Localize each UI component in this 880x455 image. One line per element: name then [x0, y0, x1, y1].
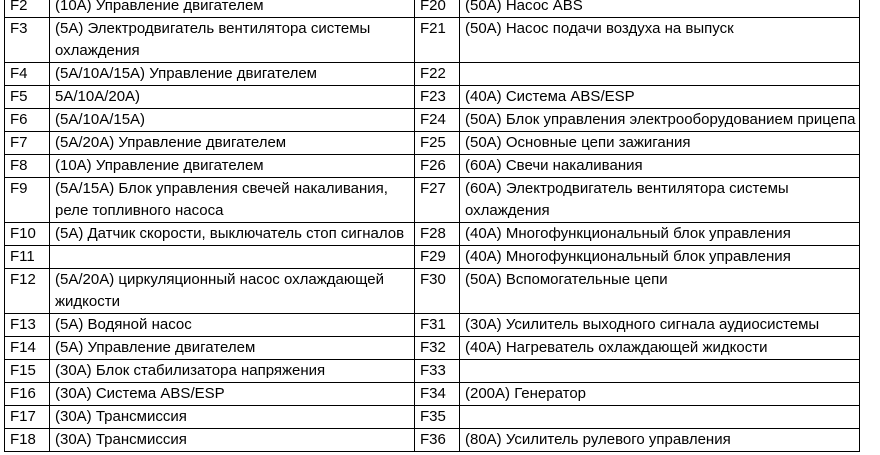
fuse-description-cell: (30A) Трансмиссия [50, 429, 415, 452]
fuse-description-cell: (5A/20A) циркуляционный насос охлаждающей жидкости [50, 269, 415, 314]
fuse-id-cell: F23 [415, 86, 460, 109]
fuse-description-cell: (5A) Водяной насос [50, 314, 415, 337]
table-row [5, 269, 860, 314]
fuse-id-cell: F18 [5, 429, 50, 452]
fuse-id-cell: F4 [5, 63, 50, 86]
fuse-id-cell: F31 [415, 314, 460, 337]
fuse-description-cell [460, 360, 860, 383]
fuse-id-cell: F29 [415, 246, 460, 269]
fuse-description-cell: (5A) Управление двигателем [50, 337, 415, 360]
fuse-id-cell: F7 [5, 132, 50, 155]
fuse-id-cell: F34 [415, 383, 460, 406]
fuse-description-cell: (5A) Датчик скорости, выключатель стоп сигналов [50, 223, 415, 246]
fuse-description-cell: (10A) Управление двигателем [50, 0, 415, 18]
fuse-description-cell: (50A) Насос подачи воздуха на выпуск [460, 18, 860, 63]
fuse-id-cell: F35 [415, 406, 460, 429]
fuse-description-cell: (50A) Блок управления электрооборудованием прицепа [460, 109, 860, 132]
fuse-description-cell: (40A) Нагреватель охлаждающей жидкости [460, 337, 860, 360]
fuse-id-cell: F20 [415, 0, 460, 18]
fuse-description-cell: (50A) Основные цепи зажигания [460, 132, 860, 155]
fuse-description-cell: (5A/15A) Блок управления свечей накаливания, реле топливного насоса [50, 178, 415, 223]
fuse-description-cell [460, 406, 860, 429]
fuse-description-cell: 5A/10A/20A) [50, 86, 415, 109]
fuse-description-cell: (40A) Многофункциональный блок управления [460, 246, 860, 269]
fuse-id-cell: F16 [5, 383, 50, 406]
table-row [5, 0, 860, 18]
table-row [5, 383, 860, 406]
fuse-id-cell: F9 [5, 178, 50, 223]
fuse-description-cell: (40A) Многофункциональный блок управления [460, 223, 860, 246]
fuse-description-cell: (80A) Усилитель рулевого управления [460, 429, 860, 452]
fuse-description-cell: (30A) Усилитель выходного сигнала аудиосистемы [460, 314, 860, 337]
fuse-description-cell [460, 63, 860, 86]
fuse-description-cell: (30A) Трансмиссия [50, 406, 415, 429]
table-row [5, 314, 860, 337]
fuse-id-cell: F32 [415, 337, 460, 360]
fuse-id-cell: F15 [5, 360, 50, 383]
fuse-id-cell: F5 [5, 86, 50, 109]
fuse-description-cell: (5A/10A/15A) Управление двигателем [50, 63, 415, 86]
fuse-table [4, 0, 860, 452]
table-row [5, 132, 860, 155]
fuse-id-cell: F10 [5, 223, 50, 246]
fuse-id-cell: F17 [5, 406, 50, 429]
fuse-id-cell: F36 [415, 429, 460, 452]
fuse-description-cell: (30A) Блок стабилизатора напряжения [50, 360, 415, 383]
fuse-id-cell: F22 [415, 63, 460, 86]
fuse-description-cell: (60A) Электродвигатель вентилятора системы охлаждения [460, 178, 860, 223]
fuse-description-cell [50, 246, 415, 269]
fuse-description-cell: (5A) Электродвигатель вентилятора системы охлаждения [50, 18, 415, 63]
fuse-description-cell: (40A) Система ABS/ESP [460, 86, 860, 109]
table-row [5, 18, 860, 63]
table-row [5, 360, 860, 383]
fuse-id-cell: F14 [5, 337, 50, 360]
table-row [5, 223, 860, 246]
fuse-id-cell: F25 [415, 132, 460, 155]
fuse-description-cell: (5A/10A/15A) [50, 109, 415, 132]
table-row [5, 155, 860, 178]
fuse-description-cell: (50A) Насос ABS [460, 0, 860, 18]
fuse-id-cell: F28 [415, 223, 460, 246]
fuse-id-cell: F27 [415, 178, 460, 223]
fuse-description-cell: (60A) Свечи накаливания [460, 155, 860, 178]
fuse-description-cell: (10A) Управление двигателем [50, 155, 415, 178]
fuse-id-cell: F24 [415, 109, 460, 132]
fuse-id-cell: F26 [415, 155, 460, 178]
fuse-id-cell: F13 [5, 314, 50, 337]
table-row [5, 63, 860, 86]
fuse-id-cell: F3 [5, 18, 50, 63]
fuse-description-cell: (50A) Вспомогательные цепи [460, 269, 860, 314]
fuse-id-cell: F12 [5, 269, 50, 314]
fuse-id-cell: F33 [415, 360, 460, 383]
fuse-description-cell: (5A/20A) Управление двигателем [50, 132, 415, 155]
table-row [5, 246, 860, 269]
fuse-description-cell: (30A) Система ABS/ESP [50, 383, 415, 406]
table-row [5, 406, 860, 429]
fuse-id-cell: F2 [5, 0, 50, 18]
fuse-id-cell: F8 [5, 155, 50, 178]
table-row [5, 178, 860, 223]
fuse-id-cell: F30 [415, 269, 460, 314]
fuse-id-cell: F11 [5, 246, 50, 269]
table-row [5, 337, 860, 360]
fuse-description-cell: (200A) Генератор [460, 383, 860, 406]
fuse-id-cell: F21 [415, 18, 460, 63]
table-row [5, 429, 860, 452]
table-row [5, 109, 860, 132]
table-row [5, 86, 860, 109]
fuse-id-cell: F6 [5, 109, 50, 132]
